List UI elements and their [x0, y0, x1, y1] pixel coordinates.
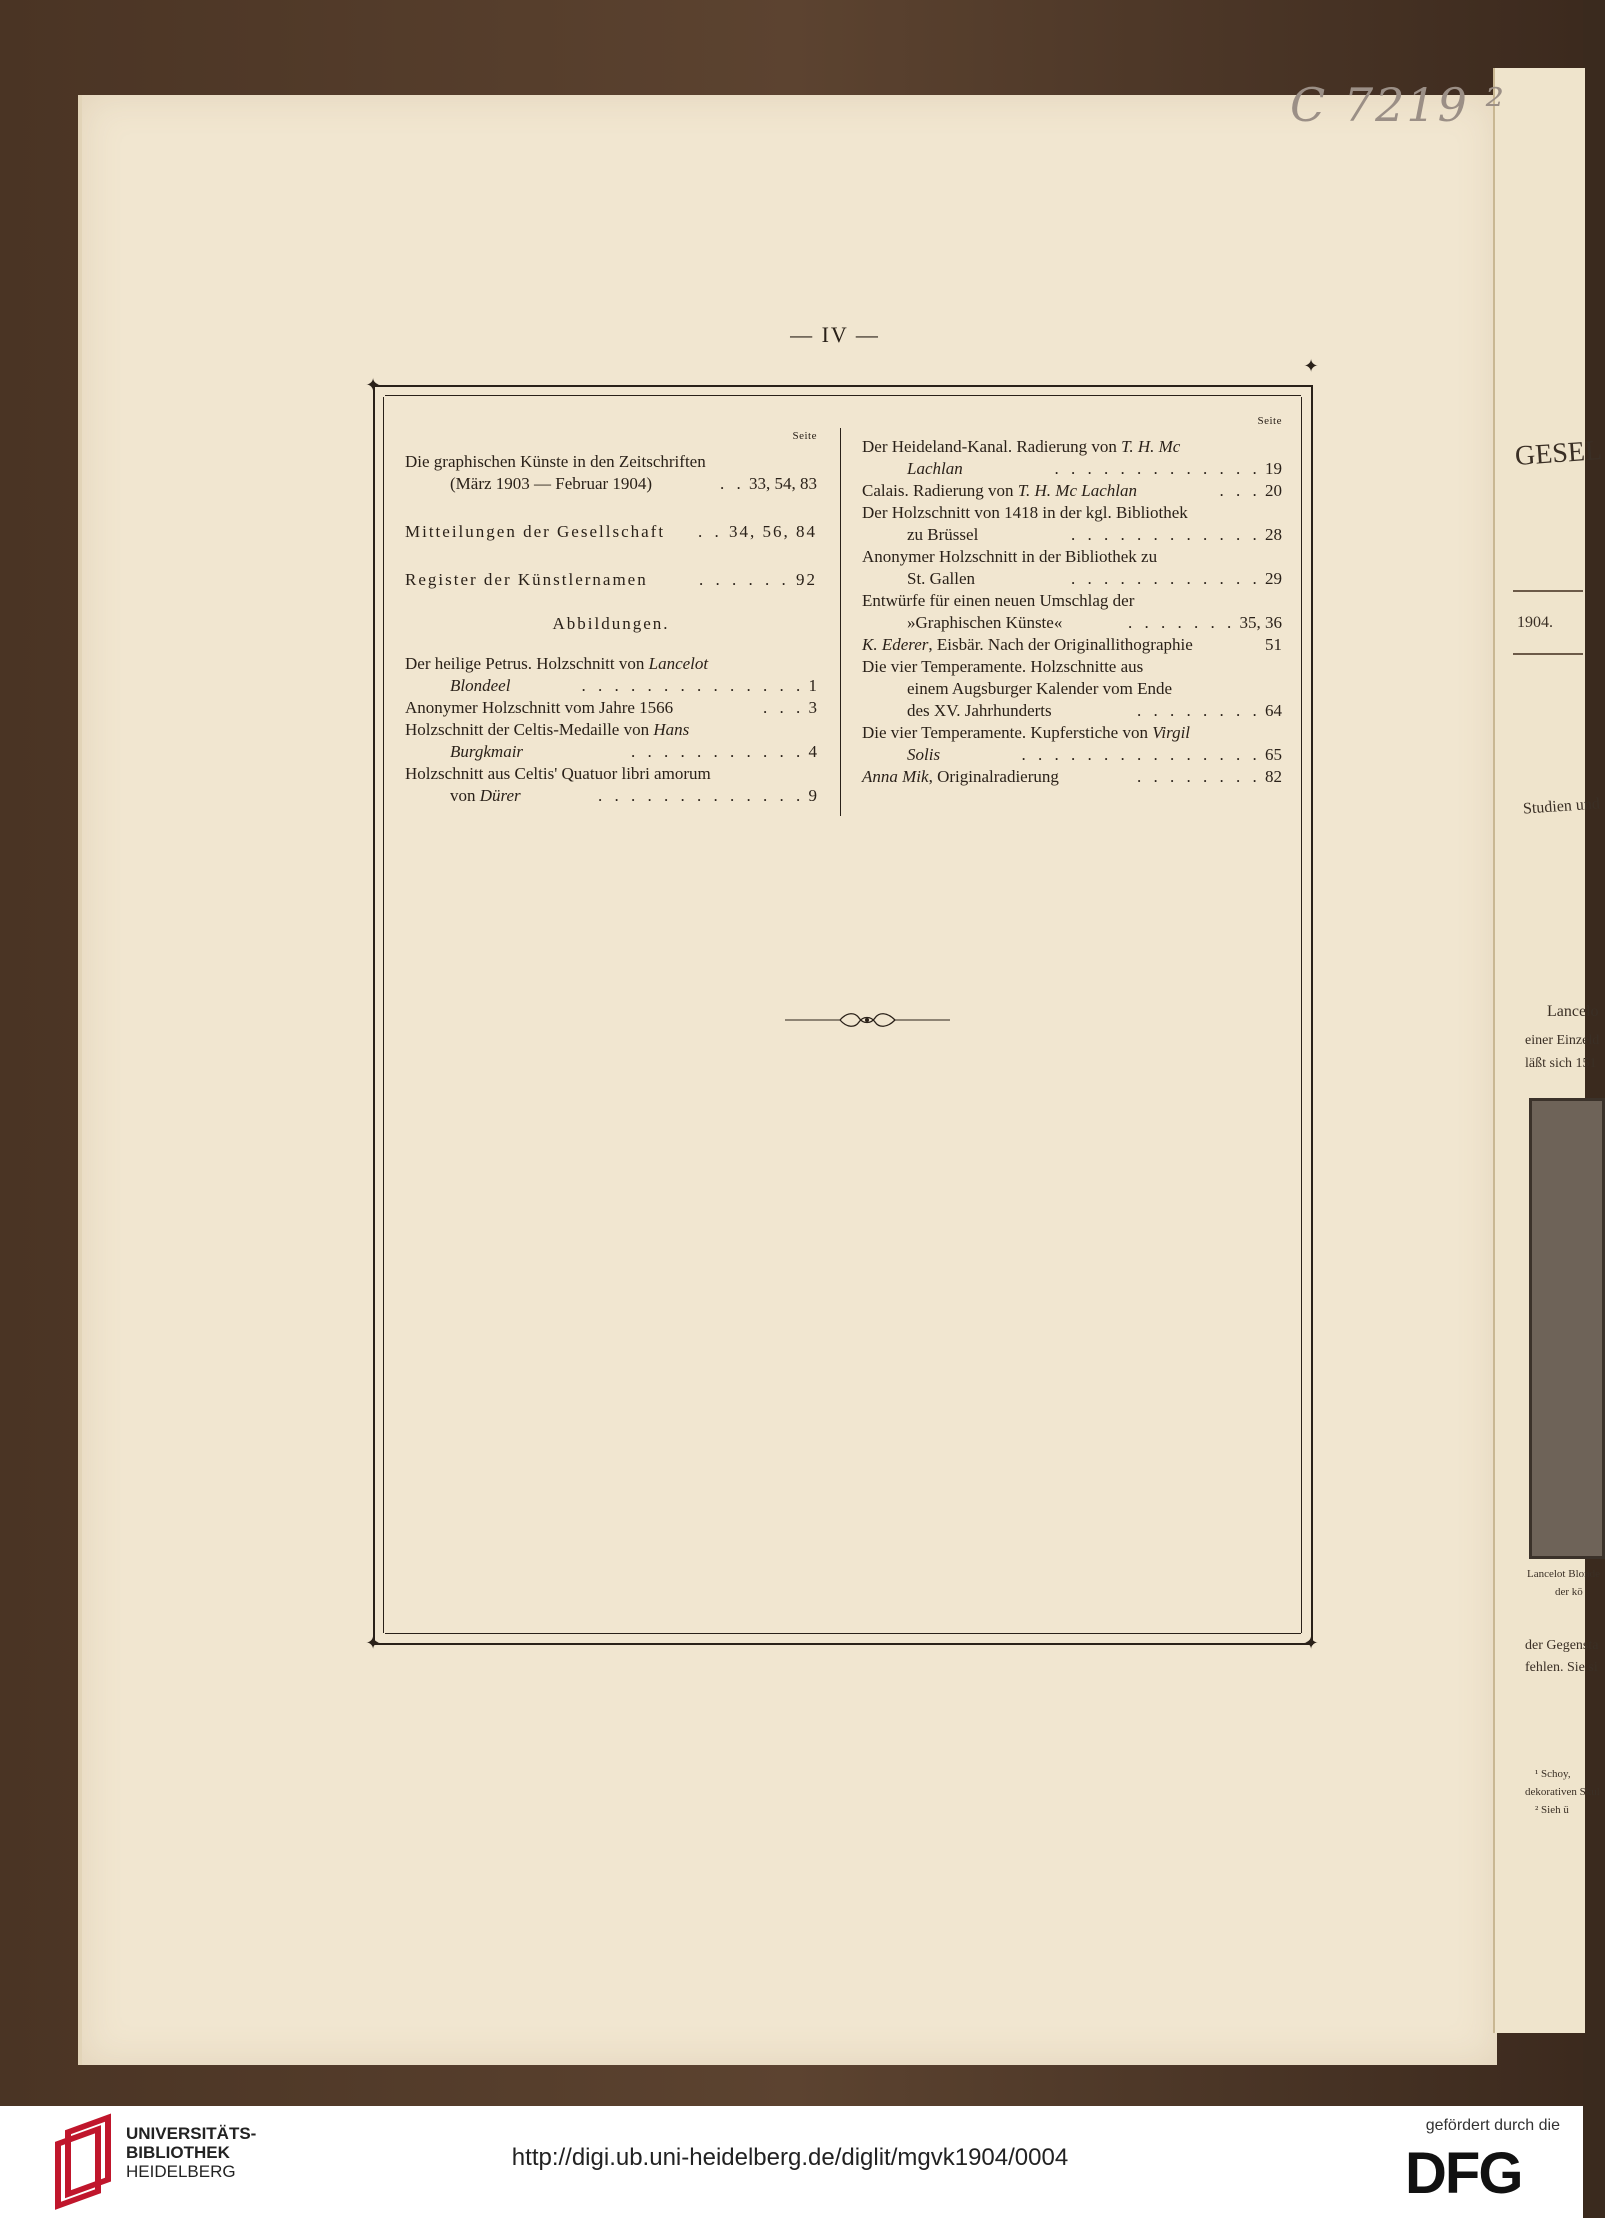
facing-page-rule — [1513, 590, 1583, 592]
toc-entry-title: , Originalradierung — [928, 767, 1059, 786]
toc-entry: Calais. Radierung von T. H. Mc Lachlan . . . 20 — [862, 481, 1282, 500]
toc-entry-prefix: von — [450, 786, 476, 805]
toc-entry: Die graphischen Künste in den Zeitschriften (März 1903 — Februar 1904) . . 33, 54, 83 — [405, 452, 817, 493]
page-number: — IV — — [790, 322, 880, 347]
contents-left-column — [405, 425, 817, 807]
toc-entry: Der Heideland-Kanal. Radierung von T. H. Mc Lachlan . . . . . . . . . . . . . 19 — [862, 437, 1282, 478]
facing-page-edge — [1493, 68, 1604, 2033]
page-column-label: Seite — [792, 430, 817, 442]
toc-entry: Der Holzschnitt von 1418 in der kgl. Bibliothek zu Brüssel . . . . . . . . . . . . 28 — [862, 503, 1282, 544]
toc-entry: Entwürfe für einen neuen Umschlag der »Graphischen Künste« . . . . . . . 35, 36 — [862, 591, 1282, 632]
artist-name: T. H. Mc Lachlan — [1017, 481, 1137, 500]
ornamental-frame: ✦ ✦ ✦ ✦ — [365, 356, 1319, 1653]
toc-entry: Holzschnitt der Celtis-Medaille von Hans Burgkmair . . . . . . . . . . . 4 — [405, 720, 817, 761]
toc-entry-pages: 3 — [808, 698, 817, 717]
facing-page-text: Lancelo — [1547, 1003, 1599, 1020]
toc-entry-title: Entwürfe für einen neuen Umschlag der — [862, 591, 1135, 610]
toc-entry-pages: 51 — [1265, 635, 1282, 654]
toc-entry-title: Der Heideland-Kanal. Radierung von — [862, 437, 1117, 456]
toc-entry: Der heilige Petrus. Holzschnitt von Lancelot Blondeel . . . . . . . . . . . . . . 1 — [405, 654, 817, 695]
artist-name: Lachlan — [907, 459, 963, 478]
toc-entry: Anna Mik, Originalradierung . . . . . . . . 82 — [862, 767, 1282, 786]
toc-entry-subtitle: zu Brüssel — [907, 525, 979, 544]
artist-name: K. Ederer — [862, 635, 929, 654]
toc-entry-pages: 1 — [808, 676, 817, 695]
facing-page-header: GESEL — [1513, 435, 1604, 473]
toc-entry-title: Anonymer Holzschnitt in der Bibliothek zu — [862, 547, 1158, 566]
toc-entry-title: , Eisbär. Nach der Originallithographie — [928, 635, 1193, 654]
toc-entry-title: Der Holzschnitt von 1418 in der kgl. Bibliothek — [862, 503, 1188, 522]
institution-line: HEIDELBERG — [126, 2162, 236, 2181]
toc-entry-title: Register der Künstlernamen — [405, 570, 648, 589]
contents-right-column — [862, 410, 1282, 788]
toc-entry-title: Die vier Temperamente. Holzschnitte aus — [862, 657, 1144, 676]
handwritten-shelfmark: C 7219 ² — [1290, 78, 1506, 132]
toc-entry-pages: 28 — [1265, 525, 1282, 544]
column-divider — [840, 428, 841, 816]
institution-line: UNIVERSITÄTS- — [126, 2124, 257, 2143]
artist-name: Blondeel — [450, 676, 511, 695]
artist-name: Anna Mik — [862, 767, 929, 786]
facing-page-section: Studien und — [1522, 795, 1601, 818]
artist-name: Dürer — [479, 786, 521, 805]
facing-page-text: läßt sich 151 — [1525, 1056, 1597, 1071]
toc-entry-pages: 35, 36 — [1239, 613, 1282, 632]
university-library-logo-icon[interactable] — [52, 2114, 114, 2198]
toc-entry-pages: 19 — [1265, 459, 1282, 478]
facing-page-woodcut — [1529, 1098, 1605, 1559]
toc-entry: Die vier Temperamente. Kupferstiche von Virgil Solis . . . . . . . . . . . . . . . 65 — [862, 723, 1282, 764]
toc-entry-subtitle: »Graphischen Künste« — [907, 613, 1063, 632]
toc-entry-title: Holzschnitt der Celtis-Medaille von — [405, 720, 650, 739]
toc-entry: Holzschnitt aus Celtis' Quatuor libri amorum von Dürer . . . . . . . . . . . . . 9 — [405, 764, 817, 805]
section-heading: Abbildungen. — [552, 614, 670, 633]
facing-page-footnote: ² Sieh ü — [1535, 1804, 1569, 1816]
artist-name: Lancelot — [648, 654, 709, 673]
toc-entry-pages: 9 — [808, 786, 817, 805]
toc-entry-title: Der heilige Petrus. Holzschnitt von — [405, 654, 645, 673]
toc-entry-pages: 92 — [796, 570, 817, 589]
toc-entry-title: Holzschnitt aus Celtis' Quatuor libri amorum — [405, 764, 711, 783]
toc-entry-title: Anonymer Holzschnitt vom Jahre 1566 — [405, 698, 674, 717]
toc-entry-pages: 4 — [808, 742, 817, 761]
toc-entry-pages: 64 — [1265, 701, 1282, 720]
toc-entry: Anonymer Holzschnitt in der Bibliothek zu St. Gallen . . . . . . . . . . . . 29 — [862, 547, 1282, 588]
document-permalink[interactable]: http://digi.ub.uni-heidelberg.de/diglit/mgvk1904/0004 — [511, 2144, 1069, 2171]
toc-entry-subtitle: des XV. Jahrhunderts — [907, 701, 1052, 720]
facing-page-rule — [1513, 653, 1583, 655]
university-library-name[interactable] — [126, 2124, 256, 2181]
facing-page-footnote: dekorativen Skul — [1525, 1786, 1600, 1798]
toc-entry-title: Die graphischen Künste in den Zeitschriften — [405, 452, 706, 471]
toc-entry-title: Die vier Temperamente. Kupferstiche von — [862, 723, 1148, 742]
facing-page-text: fehlen. Sie si — [1525, 1660, 1598, 1675]
toc-entry-title: Calais. Radierung von — [862, 481, 1014, 500]
toc-entry-pages: 65 — [1265, 745, 1282, 764]
toc-entry — [862, 634, 1282, 656]
facing-page-footnote: ¹ Schoy, — [1535, 1768, 1571, 1780]
facing-page-year: 1904. — [1517, 614, 1553, 631]
dfg-logo[interactable]: DFG — [1405, 2141, 1522, 2206]
toc-entry: Die vier Temperamente. Holzschnitte aus einem Augsburger Kalender vom Ende des XV. Jahrhunderts . . . . . . . . 64 — [862, 657, 1282, 720]
artist-name: Hans — [653, 720, 690, 739]
toc-entry-subtitle: St. Gallen — [907, 569, 975, 588]
toc-entry-subtitle: einem Augsburger Kalender vom Ende — [907, 679, 1173, 698]
artist-name: Solis — [907, 745, 941, 764]
toc-entry-pages: 29 — [1265, 569, 1282, 588]
page-column-label: Seite — [1257, 415, 1282, 427]
toc-entry-title: Mitteilungen der Gesellschaft — [405, 522, 666, 541]
funding-caption: gefördert durch die — [1425, 2117, 1560, 2134]
toc-entry: Mitteilungen der Gesellschaft . . 34, 56, 84 — [405, 522, 817, 541]
facing-page-text: der Gegensta — [1525, 1638, 1599, 1653]
toc-entry-pages: 34, 56, 84 — [729, 522, 817, 541]
toc-entry-pages: 33, 54, 83 — [749, 474, 817, 493]
toc-entry-pages: 82 — [1265, 767, 1282, 786]
decorative-ornament — [785, 1010, 950, 1030]
toc-entry: Anonymer Holzschnitt vom Jahre 1566 . . . 3 — [405, 698, 817, 717]
toc-entry-pages: 20 — [1265, 481, 1282, 500]
artist-name: T. H. Mc — [1121, 437, 1181, 456]
institution-line: BIBLIOTHEK — [126, 2143, 230, 2162]
toc-entry: Register der Künstlernamen . . . . . . 92 — [405, 570, 817, 589]
artist-name: Burgkmair — [450, 742, 524, 761]
facing-page-text: einer Einzeld — [1525, 1033, 1600, 1048]
facing-page-caption: Lancelot Blonde — [1527, 1568, 1601, 1580]
toc-entry-subtitle: (März 1903 — Februar 1904) — [450, 474, 653, 493]
facing-page-caption: der kö — [1555, 1586, 1583, 1598]
artist-name: Virgil — [1152, 723, 1191, 742]
